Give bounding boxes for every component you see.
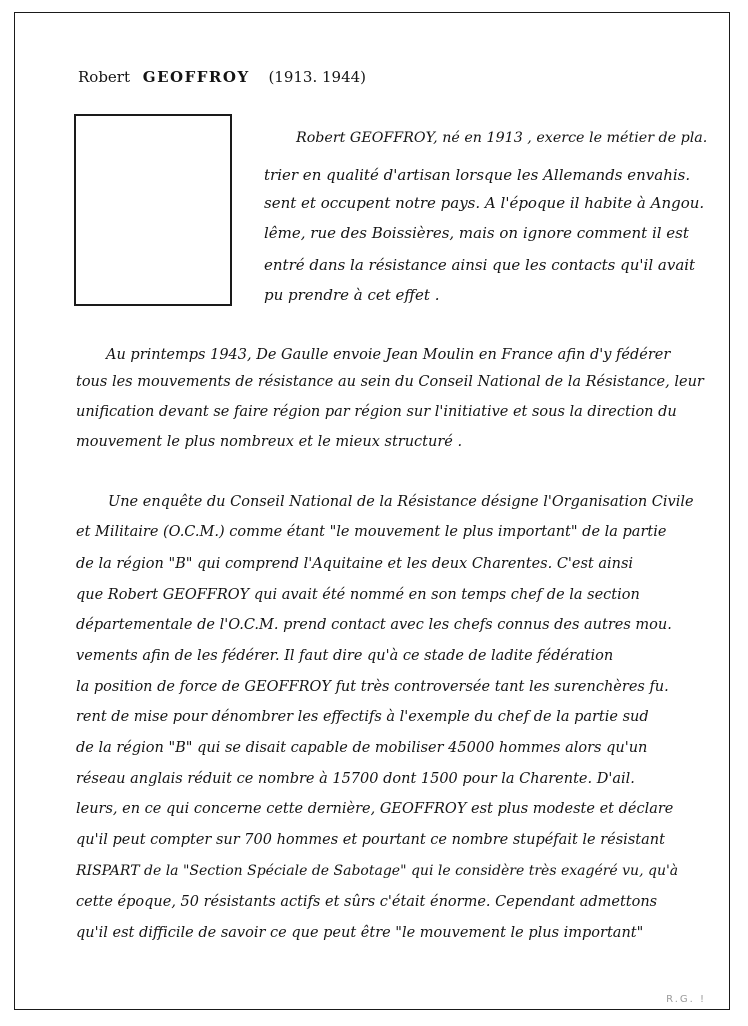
intro-line: sent et occupent notre pays. A l'époque il habite à Angou. xyxy=(264,194,705,212)
paragraph3-line: leurs, en ce qui concerne cette dernière, GEOFFROY est plus modeste et déclare xyxy=(76,801,674,817)
paragraph3-line: rent de mise pour dénombrer les effectifs à l'exemple du chef de la partie sud xyxy=(76,709,649,725)
document-title xyxy=(78,68,366,86)
title-dates: (1913. 1944) xyxy=(268,68,367,86)
paragraph3-line: que Robert GEOFFROY qui avait été nommé en son temps chef de la section xyxy=(76,587,640,603)
intro-line: pu prendre à cet effet . xyxy=(264,286,440,304)
page-mark: R.G. ! xyxy=(666,994,706,1005)
paragraph3-line: la position de force de GEOFFROY fut très controversée tant les surenchères fu. xyxy=(76,679,669,695)
paragraph3-line: départementale de l'O.C.M. prend contact avec les chefs connus des autres mou. xyxy=(76,617,672,633)
photo-placeholder xyxy=(74,114,232,306)
paragraph3-line: de la région "B" qui comprend l'Aquitaine et les deux Charentes. C'est ainsi xyxy=(76,556,634,572)
intro-line: lême, rue des Boissières, mais on ignore comment il est xyxy=(264,224,689,242)
paragraph3-line: vements afin de les fédérer. Il faut dire qu'à ce stade de ladite fédération xyxy=(76,648,614,664)
intro-line: Robert GEOFFROY, né en 1913 , exerce le métier de pla. xyxy=(296,130,708,146)
title-first-name: Robert xyxy=(78,68,131,86)
intro-line: trier en qualité d'artisan lorsque les Allemands envahis. xyxy=(264,166,691,184)
paragraph3-line: et Militaire (O.C.M.) comme étant "le mouvement le plus important" de la partie xyxy=(76,524,667,540)
paragraph3-line: réseau anglais réduit ce nombre à 15700 dont 1500 pour la Charente. D'ail. xyxy=(76,771,635,787)
paragraph2-line: unification devant se faire région par région sur l'initiative et sous la direction du xyxy=(76,404,677,420)
paragraph3-line: qu'il est difficile de savoir ce que peut être "le mouvement le plus important" xyxy=(76,925,644,941)
paragraph2-line: mouvement le plus nombreux et le mieux structuré . xyxy=(76,434,463,450)
paragraph2-line: tous les mouvements de résistance au sein du Conseil National de la Résistance, leur xyxy=(76,374,704,390)
paragraph2-line: Au printemps 1943, De Gaulle envoie Jean Moulin en France afin d'y fédérer xyxy=(106,347,671,363)
paragraph3-line: qu'il peut compter sur 700 hommes et pourtant ce nombre stupéfait le résistant xyxy=(76,832,665,848)
paragraph3-line: RISPART de la "Section Spéciale de Sabotage" qui le considère très exagéré vu, qu'à xyxy=(76,863,679,879)
intro-line: entré dans la résistance ainsi que les contacts qu'il avait xyxy=(264,256,696,274)
paragraph3-line: de la région "B" qui se disait capable de mobiliser 45000 hommes alors qu'un xyxy=(76,740,648,756)
title-surname: GEOFFROY xyxy=(142,68,250,86)
paragraph3-line: cette époque, 50 résistants actifs et sûrs c'était énorme. Cependant admettons xyxy=(76,894,658,910)
paragraph3-line: Une enquête du Conseil National de la Résistance désigne l'Organisation Civile xyxy=(108,494,694,510)
